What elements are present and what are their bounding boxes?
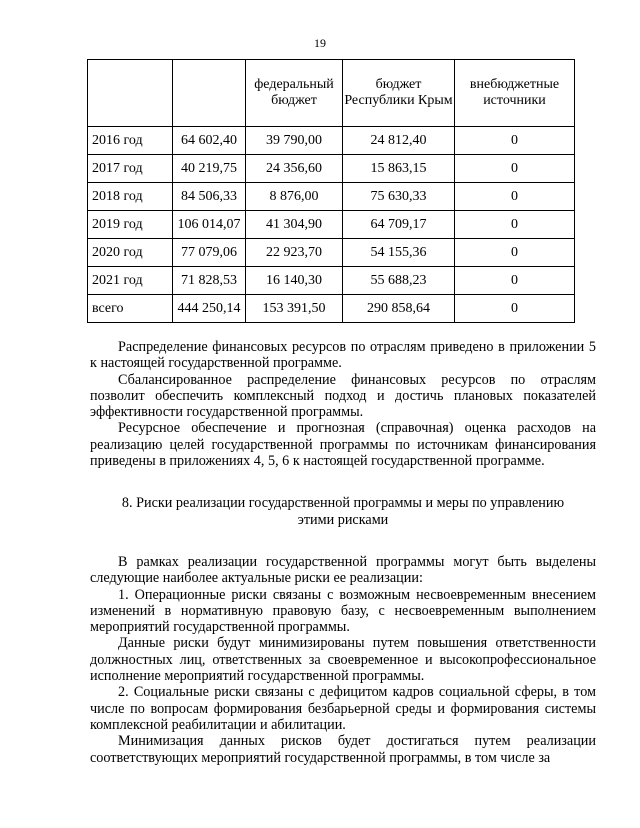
table-cell: 77 079,06 <box>173 239 246 267</box>
table-cell: 106 014,07 <box>173 211 246 239</box>
financing-table <box>87 59 575 323</box>
paragraph: Данные риски будут минимизированы путем повышения ответственности должностных лиц, ответственных за своевременное и высокопрофессиональное исполнение мероприятий государственной программы. <box>90 635 596 685</box>
table-cell: 64 602,40 <box>173 127 246 155</box>
table-header-cell <box>173 60 246 127</box>
paragraph: В рамках реализации государственной программы могут быть выделены следующие наиболее актуальные риски ее реализации: <box>90 553 596 587</box>
page-number: 19 <box>314 36 326 50</box>
table-cell: 0 <box>455 267 575 295</box>
paragraph: Ресурсное обеспечение и прогнозная (справочная) оценка расходов на реализацию целей государственной программы по источникам финансирования приведены в приложениях 4, 5, 6 к настоящей государственной программе. <box>90 420 596 470</box>
table-row <box>88 155 575 183</box>
table-cell: 8 876,00 <box>246 183 343 211</box>
table-row <box>88 127 575 155</box>
table-cell: 16 140,30 <box>246 267 343 295</box>
table-total-row <box>88 295 575 323</box>
table-cell: 24 356,60 <box>246 155 343 183</box>
paragraph: 1. Операционные риски связаны с возможным несвоевременным внесением изменений в нормативную правовую базу, с несвоевременным выполнением мероприятий государственной программы. <box>90 586 596 636</box>
table-cell: 0 <box>455 183 575 211</box>
table-cell: 2019 год <box>88 211 173 239</box>
table-cell: 64 709,17 <box>343 211 455 239</box>
table-row <box>88 211 575 239</box>
paragraph: Сбалансированное распределение финансовых ресурсов по отраслям позволит обеспечить комплексный подход и достичь плановых показателей эффективности государственной программы. <box>90 371 596 421</box>
table-cell: 0 <box>455 295 575 323</box>
table-cell: 153 391,50 <box>246 295 343 323</box>
table-header-cell: федеральный бюджет <box>246 60 343 127</box>
table-cell: 0 <box>455 155 575 183</box>
paragraph: Распределение финансовых ресурсов по отраслям приведено в приложении 5 к настоящей государственной программе. <box>90 339 596 372</box>
table-cell: 54 155,36 <box>343 239 455 267</box>
table-header-cell: внебюджетные источники <box>455 60 575 127</box>
table-row <box>88 267 575 295</box>
table-cell: 41 304,90 <box>246 211 343 239</box>
table-header-cell <box>88 60 173 127</box>
table-cell: 0 <box>455 211 575 239</box>
body-text <box>90 339 596 766</box>
table-cell: 444 250,14 <box>173 295 246 323</box>
table-cell: 2018 год <box>88 183 173 211</box>
table-cell: 0 <box>455 239 575 267</box>
table-cell: 24 812,40 <box>343 127 455 155</box>
table-cell: 84 506,33 <box>173 183 246 211</box>
table-cell: 39 790,00 <box>246 127 343 155</box>
table-cell: 40 219,75 <box>173 155 246 183</box>
table-cell: 15 863,15 <box>343 155 455 183</box>
table-header-cell: бюджет Республики Крым <box>343 60 455 127</box>
table-cell: 290 858,64 <box>343 295 455 323</box>
table-cell: 2021 год <box>88 267 173 295</box>
table-cell: 2020 год <box>88 239 173 267</box>
section-title: 8. Риски реализации государственной программы и меры по управлению этими рисками <box>121 495 565 528</box>
table-cell: всего <box>88 295 173 323</box>
table-cell: 55 688,23 <box>343 267 455 295</box>
paragraph: Минимизация данных рисков будет достигаться путем реализации соответствующих мероприятий государственной программы, в том числе за <box>90 733 596 766</box>
table-header-row <box>88 60 575 127</box>
table-cell: 2016 год <box>88 127 173 155</box>
table-row <box>88 239 575 267</box>
table-cell: 75 630,33 <box>343 183 455 211</box>
paragraph: 2. Социальные риски связаны с дефицитом кадров социальной сферы, в том числе по вопросам формирования безбарьерной среды и формирования системы комплексной реабилитации и абилитации. <box>90 684 596 733</box>
table-cell: 22 923,70 <box>246 239 343 267</box>
table-row <box>88 183 575 211</box>
table-cell: 71 828,53 <box>173 267 246 295</box>
table-cell: 2017 год <box>88 155 173 183</box>
table-cell: 0 <box>455 127 575 155</box>
